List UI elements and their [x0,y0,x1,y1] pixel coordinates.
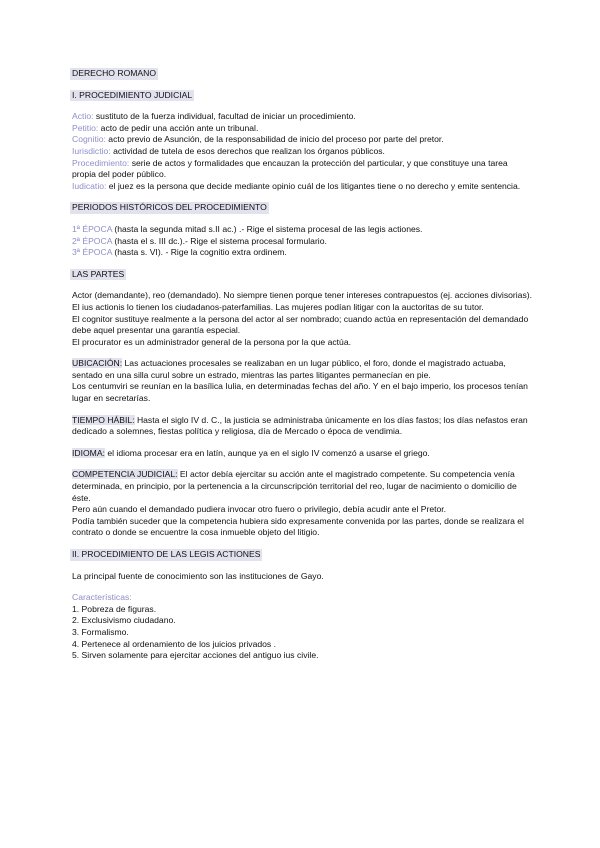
definition-text: actividad de tutela de esos derechos que realizan los órganos públicos. [110,145,385,156]
period-text: (hasta s. VI). - Rige la cognitio extra ordinem. [111,247,287,258]
period-text: (hasta el s. III dc.).- Rige el sistema procesal formulario. [111,235,327,246]
caracteristica-item: 2. Exclusivismo ciudadano. [72,615,176,626]
definition-procedimiento [72,158,532,181]
caracteristica-item: 1. Pobreza de figuras. [72,603,157,614]
ubicacion-text: Las actuaciones procesales se realizaban en un lugar público, el foro, donde el magistrado actuaba, sentado en una silla curul sobre un estrado, mientras las partes litigantes permanecían en pie. [72,358,506,380]
competencia-text: El actor debía ejercitar su acción ante el magistrado competente. Su competencia venía determinada, en principio, por la pertenencia a la circunscripción territorial del reo, lugar de nacimiento o domicilio de éste. [72,469,517,503]
document-title: DERECHO ROMANO [72,68,157,78]
periods-heading-line [72,202,532,214]
partes-heading: LAS PARTES [72,268,125,279]
tiempo-block [72,415,532,438]
caracteristica-item: 4. Pertenece al ordenamiento de los juicios privados . [72,638,276,649]
period-item [72,224,532,236]
partes-block [72,290,532,348]
competencia-text-2: Pero aún cuando el demandado pudiera invocar otro fuero o privilegio, debía acudir ante el Pretor. [72,504,447,515]
caracteristicas-label: Características: [72,592,132,603]
tiempo-text: Hasta el siglo IV d. C., la justicia se administraba únicamente en los días fastos; los días nefastos eran dedicado a solemnes, fiestas política y religiosa, día de Mercado o época de vendimia. [72,414,528,437]
definition-term: Actio: [72,111,94,122]
definition-text: serie de actos y formalidades que encauzan la protección del particular, y que constituye una tarea propia del poder público. [72,157,508,180]
document-page [72,68,532,662]
period-text: (hasta la segunda mitad s.II ac.) .- Rige el sistema procesal de las legis actiones. [111,223,423,234]
partes-paragraph: Actor (demandante), reo (demandado). No siempre tienen porque tener intereses contrapuestos (ej. acciones divisorias). [72,290,533,301]
competencia-label: COMPETENCIA JUDICIAL: [72,469,178,480]
section2-intro-block [72,571,532,583]
idioma-text: el idioma procesar era en latín, aunque ya en el siglo IV comenzó a usarse el griego. [104,447,430,458]
idioma-paragraph [72,448,532,460]
period-term: 1ª ÉPOCA [72,223,112,234]
period-term: 2ª ÉPOCA [72,235,112,246]
tiempo-paragraph [72,415,532,438]
section1-heading-line [72,90,532,102]
periods-heading: PERIODOS HISTÓRICOS DEL PROCEDIMIENTO [72,202,267,213]
definition-text: sustituto de la fuerza individual, facultad de iniciar un procedimiento. [93,111,356,122]
definition-term: Procedimiento: [72,157,130,168]
definition-iudicatio [72,181,532,193]
section2-heading-line [72,549,532,561]
section2-intro: La principal fuente de conocimiento son las instituciones de Gayo. [72,570,324,581]
definition-text: acto de pedir una acción ante un tribunal. [98,122,259,133]
ubicacion-paragraph [72,358,532,381]
definition-term: Iurisdictio: [72,145,111,156]
period-term: 3ª ÉPOCA [72,247,112,258]
definition-term: Cognitio: [72,134,106,145]
period-item [72,247,532,259]
caracteristica-item: 3. Formalismo. [72,626,129,637]
periods-list [72,224,532,259]
definition-term: Iudicatio: [72,180,107,191]
idioma-label: IDIOMA: [72,447,105,458]
competencia-block [72,469,532,539]
tiempo-label: TIEMPO HÁBIL: [72,414,135,425]
partes-paragraph: El procurator es un administrador general de la persona por la que actúa. [72,336,351,347]
definition-cognitio [72,134,532,146]
competencia-text-3: Podía también suceder que la competencia hubiera sido expresamente convenida por las partes, donde se realizara el contrato o donde se encuentre la cosa inmueble objeto del litigio. [72,515,524,538]
section1-heading: I. PROCEDIMIENTO JUDICIAL [72,89,193,100]
definitions-block [72,111,532,192]
partes-paragraph: El ius actionis lo tienen los ciudadanos-paterfamilias. Las mujeres podían litigar con la auctoritas de su tutor. [72,301,484,312]
definition-petitio [72,123,532,135]
definition-text: el juez es la persona que decide mediante opinio cuál de los litigantes tiene o no derecho y emite sentencia. [106,180,521,191]
caracteristicas-block [72,592,532,662]
definition-actio [72,111,532,123]
caracteristica-item: 5. Sirven solamente para ejercitar acciones del antiguo ius civile. [72,650,319,661]
section2-heading: II. PROCEDIMIENTO DE LAS LEGIS ACTIONES [72,549,261,559]
period-item [72,236,532,248]
document-title-line [72,68,532,80]
definition-text: acto previo de Asunción, de la responsabilidad de inicio del proceso por parte del pretor. [105,134,444,145]
partes-paragraph: El cognitor sustituye realmente a la persona del actor al ser nombrado; cuando actúa en representación del demandado debe aquel presentar una garantía especial. [72,313,529,336]
ubicacion-text-2: Los centumviri se reunían en la basílica Iulia, en determinadas fechas del año. Y en el bajo imperio, los procesos tenían lugar en secretarías. [72,381,528,404]
ubicacion-block [72,358,532,404]
definition-term: Petitio: [72,122,99,133]
definition-iurisdictio [72,146,532,158]
ubicacion-label: UBICACIÓN: [72,358,123,369]
competencia-paragraph [72,469,532,504]
partes-heading-line [72,269,532,281]
idioma-block [72,448,532,460]
